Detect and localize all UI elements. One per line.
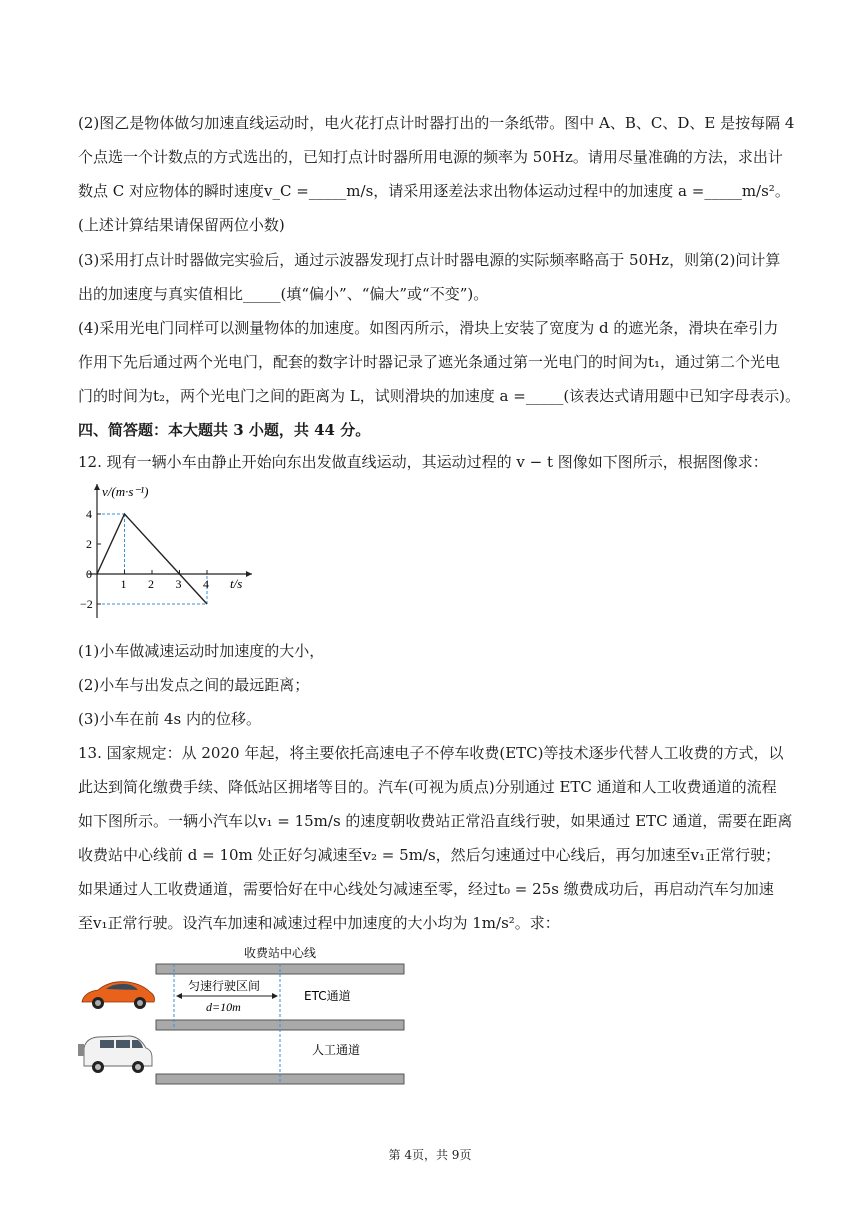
y-tick-label-1: 2 [86, 537, 92, 551]
sports-car-icon [82, 982, 155, 1009]
toll-figure [76, 940, 410, 1090]
q11-part3-line2: 出的加速度与真实值相比_____(填“偏小”、“偏大”或“不变”)。 [78, 285, 489, 303]
q12-sub3: (3)小车在前 4s 内的位移。 [78, 710, 262, 728]
y-tick-label-2: 0 [86, 567, 92, 581]
section-heading: 四、简答题：本大题共 3 小题，共 44 分。 [78, 421, 371, 439]
x-tick-label-4: 4 [203, 577, 209, 591]
x-tick-label-3: 3 [175, 577, 182, 591]
q12-sub1: (1)小车做减速运动时加速度的大小， [78, 642, 325, 660]
q11-part4-line1: (4)采用光电门同样可以测量物体的加速度。如图丙所示，滑块上安装了宽度为 d 的遮光条，滑块在牵引力 [78, 319, 779, 337]
q13-line2: 此达到简化缴费手续、降低站区拥堵等目的。汽车(可视为质点)分别通过 ETC 通道和人工收费通道的流程 [78, 778, 777, 796]
page-footer: 第 4页，共 9页 [388, 1148, 472, 1162]
etc-lane-label: ETC通道 [304, 989, 351, 1003]
distance-label: d=10m [206, 1000, 241, 1014]
q11-part4-line2: 作用下先后通过两个光电门，配套的数字计时器记录了遮光条通过第一光电门的时间为t₁，通过第二个光电 [78, 353, 781, 371]
q13-line3: 如下图所示。一辆小汽车以v₁ = 15m/s 的速度朝收费站正常沿直线行驶，如果通过 ETC 通道，需要在距离 [78, 812, 793, 830]
q11-part4-line3: 门的时间为t₂，两个光电门之间的距离为 L，试则滑块的加速度 a =_____(该表达式请用题中已知字母表示)。 [78, 387, 801, 405]
x-tick-label-1: 1 [120, 577, 127, 591]
y-axis-arrow [94, 484, 100, 490]
y-tick-label-3: −2 [80, 597, 93, 611]
q13-line1: 13. 国家规定：从 2020 年起，将主要依托高速电子不停车收费(ETC)等技术逐步代替人工收费的方式，以 [78, 744, 784, 762]
x-axis-arrow [246, 571, 252, 577]
uniform-zone-label: 匀速行驶区间 [188, 979, 261, 993]
q12-sub2: (2)小车与出发点之间的最远距离； [78, 676, 310, 694]
q11-part2-line4: (上述计算结果请保留两位小数) [78, 216, 285, 234]
y-tick-label-0: 4 [86, 507, 92, 521]
x-axis-label: t/s [230, 576, 243, 591]
q11-part3-line1: (3)采用打点计时器做完实验后，通过示波器发现打点计时器电源的实际频率略高于 50Hz，则第(2)问计算 [78, 251, 781, 269]
x-tick-label-2: 2 [148, 577, 154, 591]
vt-chart [80, 478, 260, 623]
y-axis-label: v/(m·s⁻¹) [102, 484, 149, 499]
q13-line5: 如果通过人工收费通道，需要恰好在中心线处匀减速至零，经过t₀ = 25s 缴费成功后，再启动汽车匀加速 [78, 880, 774, 898]
q11-part2-line2: 个点选一个计数点的方式选出的，已知打点计时器所用电源的频率为 50Hz。请用尽量准确的方法，求出计 [78, 148, 783, 166]
suv-icon [78, 1036, 152, 1073]
center-line-label: 收费站中心线 [244, 946, 317, 960]
manual-lane-label: 人工通道 [312, 1043, 361, 1057]
q11-part2-line1: (2)图乙是物体做匀加速直线运动时，电火花打点计时器打出的一条纸带。图中 A、B、C、D、E 是按每隔 4 [78, 114, 795, 132]
q13-line6: 至v₁正常行驶。设汽车加速和减速过程中加速度的大小均为 1m/s²。求： [78, 914, 560, 932]
q12-stem: 12. 现有一辆小车由静止开始向东出发做直线运动，其运动过程的 v − t 图像如下图所示，根据图像求： [78, 453, 768, 471]
q11-part2-line3: 数点 C 对应物体的瞬时速度v_C =_____m/s，请采用逐差法求出物体运动过程中的加速度 a =_____m/s²。 [78, 182, 790, 200]
q13-line4: 收费站中心线前 d = 10m 处正好匀减速至v₂ = 5m/s，然后匀速通过中心线后，再匀加速至v₁正常行驶； [78, 846, 781, 864]
